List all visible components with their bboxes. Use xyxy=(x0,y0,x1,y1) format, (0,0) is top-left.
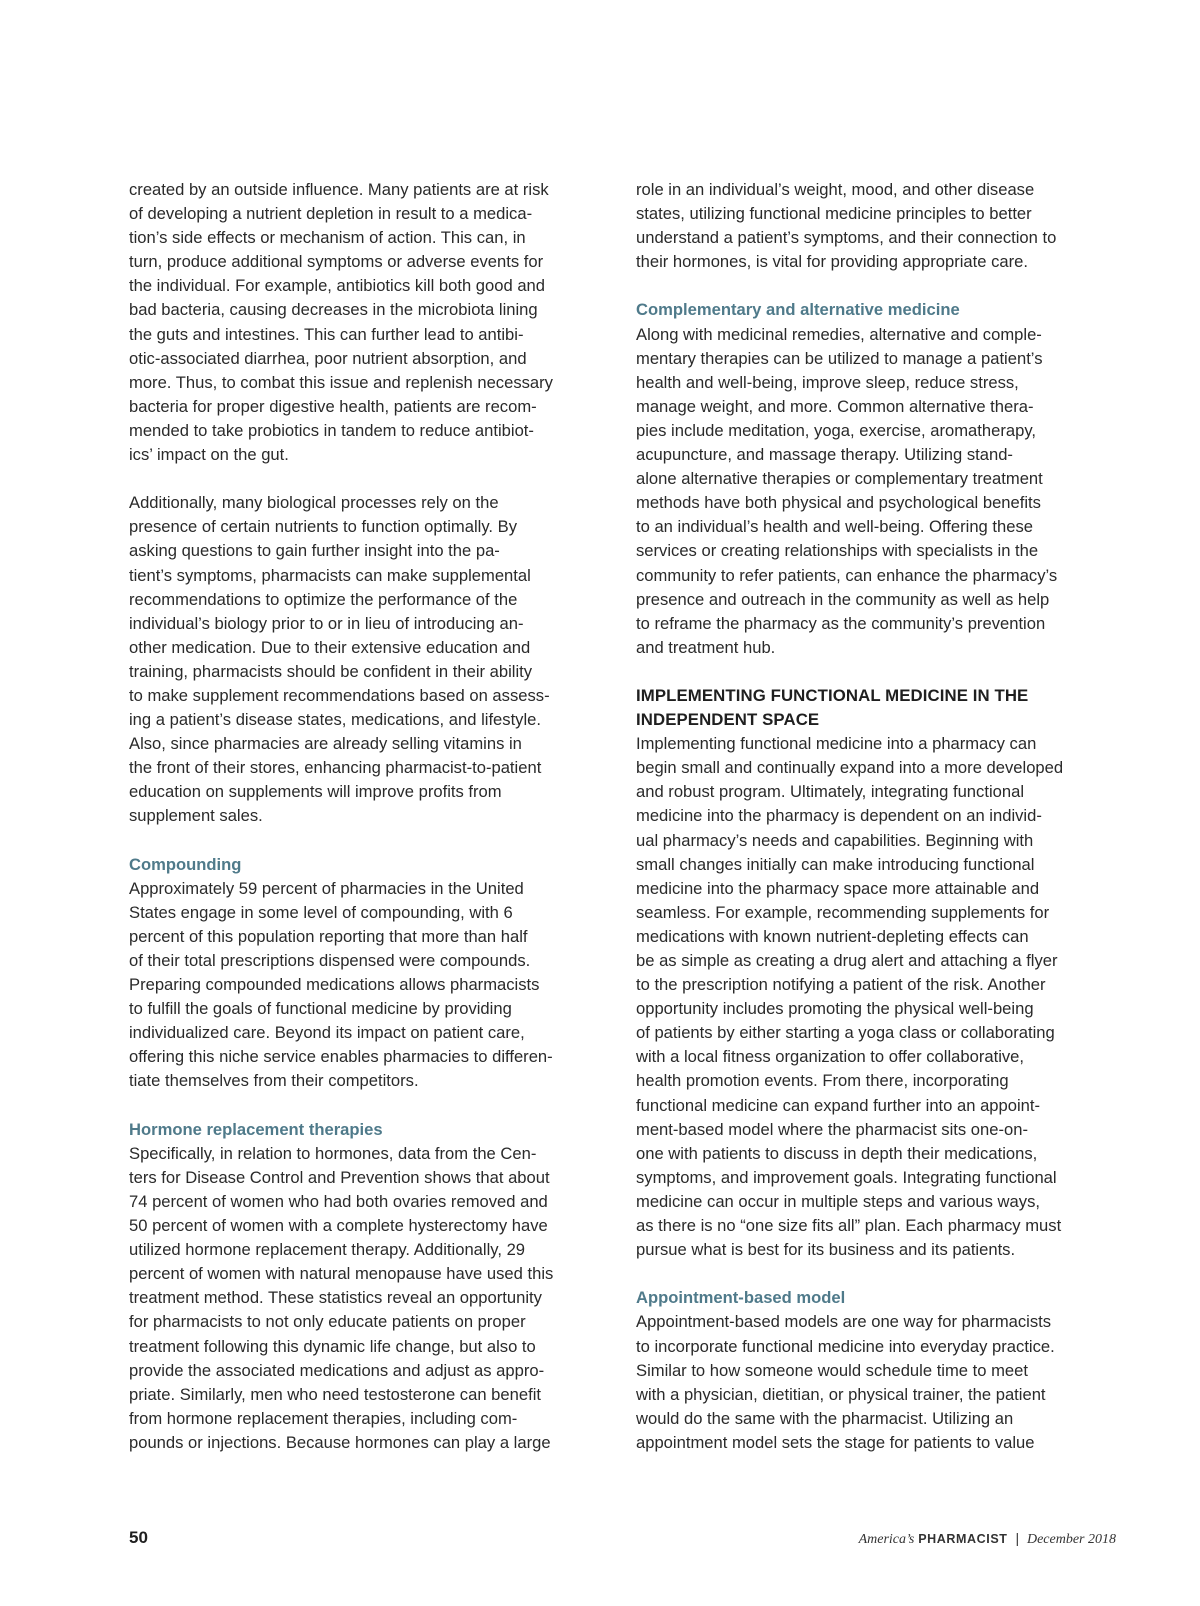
text-line: their hormones, is vital for providing appropriate care. xyxy=(636,252,1028,272)
text-line: symptoms, and improvement goals. Integrating functional xyxy=(636,1167,1057,1187)
subhead-hormone-replacement: Hormone replacement therapies xyxy=(129,1119,383,1139)
text-line: tion’s side effects or mechanism of action. This can, in xyxy=(129,228,526,248)
text-line: Approximately 59 percent of pharmacies in the United xyxy=(129,878,524,898)
text-line: role in an individual’s weight, mood, and other disease xyxy=(636,180,1035,199)
text-line: individualized care. Beyond its impact on patient care, xyxy=(129,1023,525,1043)
text-line: turn, produce additional symptoms or adverse events for xyxy=(129,252,544,272)
text-line: ics’ impact on the gut. xyxy=(129,445,289,465)
left-column xyxy=(129,178,607,1455)
subhead-compounding: Compounding xyxy=(129,854,242,874)
text-line: as there is no “one size fits all” plan. Each pharmacy must xyxy=(636,1216,1062,1236)
section-heading-line-1: IMPLEMENTING FUNCTIONAL MEDICINE IN THE xyxy=(636,685,1029,705)
text-line: health and well-being, improve sleep, reduce stress, xyxy=(636,372,1019,392)
text-line: Similar to how someone would schedule time to meet xyxy=(636,1360,1028,1380)
text-line: ing a patient’s disease states, medications, and lifestyle. xyxy=(129,710,542,730)
text-line: Specifically, in relation to hormones, data from the Cen- xyxy=(129,1143,537,1163)
text-line: pursue what is best for its business and its patients. xyxy=(636,1240,1016,1260)
text-line: Additionally, many biological processes rely on the xyxy=(129,493,499,513)
paragraph-implementing xyxy=(636,732,1118,1262)
text-line: to reframe the pharmacy as the community’s prevention xyxy=(636,613,1046,633)
text-line: pies include meditation, yoga, exercise, aromatherapy, xyxy=(636,420,1036,440)
text-line: opportunity includes promoting the physical well-being xyxy=(636,999,1034,1019)
text-line: ters for Disease Control and Prevention shows that about xyxy=(129,1167,550,1187)
text-line: the front of their stores, enhancing pharmacist-to-patient xyxy=(129,758,542,778)
right-column xyxy=(636,178,1118,1455)
text-line: and robust program. Ultimately, integrating functional xyxy=(636,782,1024,802)
text-line: treatment method. These statistics reveal an opportunity xyxy=(129,1288,542,1308)
text-line: be as simple as creating a drug alert and attaching a flyer xyxy=(636,951,1058,970)
footer-separator: | xyxy=(1015,1530,1020,1546)
text-line: other medication. Due to their extensive education and xyxy=(129,637,531,657)
text-line: methods have both physical and psychological benefits xyxy=(636,493,1041,513)
text-line: training, pharmacists should be confident in their ability xyxy=(129,661,533,681)
text-line: otic-associated diarrhea, poor nutrient absorption, and xyxy=(129,348,527,368)
subhead-complementary-alternative: Complementary and alternative medicine xyxy=(636,300,960,320)
text-line: from hormone replacement therapies, including com- xyxy=(129,1408,518,1428)
text-line: tient’s symptoms, pharmacists can make supplemental xyxy=(129,565,531,585)
text-line: offering this niche service enables pharmacies to differen- xyxy=(129,1047,553,1067)
text-line: mended to take probiotics in tandem to reduce antibiot- xyxy=(129,420,534,440)
section-heading-implementing xyxy=(636,684,1118,732)
text-line: utilized hormone replacement therapy. Additionally, 29 xyxy=(129,1240,526,1260)
text-line: Implementing functional medicine into a pharmacy can xyxy=(636,734,1037,754)
text-line: States engage in some level of compounding, with 6 xyxy=(129,902,513,922)
text-line: to an individual’s health and well-being. Offering these xyxy=(636,517,1033,537)
paragraph-appointment-based-model xyxy=(636,1310,1118,1455)
text-line: provide the associated medications and adjust as appro- xyxy=(129,1360,545,1380)
issue-date: December 2018 xyxy=(1026,1532,1116,1547)
text-line: ment-based model where the pharmacist sits one-on- xyxy=(636,1119,1028,1139)
text-line: Appointment-based models are one way for pharmacists xyxy=(636,1312,1052,1332)
text-line: Also, since pharmacies are already selling vitamins in xyxy=(129,734,522,754)
text-line: bacteria for proper digestive health, patients are recom- xyxy=(129,396,537,416)
magazine-name: PHARMACIST xyxy=(918,1532,1008,1546)
text-line: pounds or injections. Because hormones can play a large xyxy=(129,1432,551,1452)
text-line: presence of certain nutrients to function optimally. By xyxy=(129,517,517,537)
text-line: of their total prescriptions dispensed were compounds. xyxy=(129,951,531,970)
text-line: percent of women with natural menopause have used this xyxy=(129,1264,554,1284)
subhead-appointment-based-model: Appointment-based model xyxy=(636,1288,846,1308)
text-line: of patients by either starting a yoga class or collaborating xyxy=(636,1023,1055,1043)
paragraph-compounding xyxy=(129,877,607,1094)
text-line: services or creating relationships with specialists in the xyxy=(636,541,1039,561)
text-line: 74 percent of women who had both ovaries removed and xyxy=(129,1191,548,1211)
text-line: individual’s biology prior to or in lieu of introducing an- xyxy=(129,613,524,633)
text-line: for pharmacists to not only educate patients on proper xyxy=(129,1312,526,1332)
text-line: to make supplement recommendations based on assess- xyxy=(129,685,550,705)
text-line: Along with medicinal remedies, alternative and comple- xyxy=(636,324,1042,344)
text-line: appointment model sets the stage for patients to value xyxy=(636,1432,1035,1452)
text-line: the guts and intestines. This can further lead to antibi- xyxy=(129,324,524,344)
paragraph-supplements xyxy=(129,491,607,828)
text-line: alone alternative therapies or complementary treatment xyxy=(636,469,1043,489)
text-line: of developing a nutrient depletion in result to a medica- xyxy=(129,204,533,224)
text-line: created by an outside influence. Many patients are at risk xyxy=(129,180,549,199)
text-line: understand a patient’s symptoms, and their connection to xyxy=(636,228,1057,248)
text-line: community to refer patients, can enhance the pharmacy’s xyxy=(636,565,1058,585)
text-line: asking questions to gain further insight into the pa- xyxy=(129,541,500,561)
magazine-prefix: America’s xyxy=(858,1532,915,1547)
page-number: 50 xyxy=(129,1528,148,1547)
text-line: to incorporate functional medicine into everyday practice. xyxy=(636,1336,1055,1356)
text-line: and treatment hub. xyxy=(636,637,776,657)
text-line: medicine into the pharmacy space more attainable and xyxy=(636,878,1040,898)
text-line: medicine can occur in multiple steps and various ways, xyxy=(636,1191,1040,1211)
paragraph-hormone-replacement xyxy=(129,1142,607,1455)
text-line: Preparing compounded medications allows pharmacists xyxy=(129,975,540,995)
text-line: bad bacteria, causing decreases in the microbiota lining xyxy=(129,300,538,320)
text-line: percent of this population reporting that more than half xyxy=(129,926,528,946)
text-line: manage weight, and more. Common alternative thera- xyxy=(636,396,1034,416)
text-line: health promotion events. From there, incorporating xyxy=(636,1071,1009,1091)
text-line: supplement sales. xyxy=(129,806,263,826)
text-line: recommendations to optimize the performance of the xyxy=(129,589,518,609)
paragraph-hormones-continued xyxy=(636,178,1118,274)
section-heading-line-2: INDEPENDENT SPACE xyxy=(636,710,820,730)
text-line: medicine into the pharmacy is dependent on an individ- xyxy=(636,806,1042,826)
text-line: education on supplements will improve profits from xyxy=(129,782,502,802)
text-line: presence and outreach in the community as well as help xyxy=(636,589,1050,609)
text-line: the individual. For example, antibiotics kill both good and xyxy=(129,276,546,296)
text-line: would do the same with the pharmacist. Utilizing an xyxy=(636,1408,1014,1428)
paragraph-nutrient-depletion xyxy=(129,178,607,467)
text-line: small changes initially can make introducing functional xyxy=(636,854,1035,874)
text-line: acupuncture, and massage therapy. Utilizing stand- xyxy=(636,445,1013,465)
text-line: functional medicine can expand further into an appoint- xyxy=(636,1095,1041,1115)
text-line: mentary therapies can be utilized to manage a patient’s xyxy=(636,348,1043,368)
text-line: medications with known nutrient-depleting effects can xyxy=(636,926,1029,946)
text-line: states, utilizing functional medicine principles to better xyxy=(636,204,1032,224)
text-line: 50 percent of women with a complete hysterectomy have xyxy=(129,1216,548,1236)
text-line: one with patients to discuss in depth their medications, xyxy=(636,1143,1038,1163)
text-line: ual pharmacy’s needs and capabilities. Beginning with xyxy=(636,830,1034,850)
text-line: tiate themselves from their competitors. xyxy=(129,1071,419,1091)
paragraph-complementary-alternative xyxy=(636,323,1118,660)
text-line: to the prescription notifying a patient of the risk. Another xyxy=(636,975,1046,995)
text-line: begin small and continually expand into a more developed xyxy=(636,758,1064,778)
text-line: with a physician, dietitian, or physical trainer, the patient xyxy=(636,1384,1046,1404)
text-line: seamless. For example, recommending supplements for xyxy=(636,902,1050,922)
text-line: treatment following this dynamic life change, but also to xyxy=(129,1336,536,1356)
text-line: priate. Similarly, men who need testosterone can benefit xyxy=(129,1384,541,1404)
running-footer xyxy=(859,1530,1116,1548)
text-line: more. Thus, to combat this issue and replenish necessary xyxy=(129,372,553,392)
text-line: to fulfill the goals of functional medicine by providing xyxy=(129,999,512,1019)
text-line: with a local fitness organization to offer collaborative, xyxy=(636,1047,1025,1067)
